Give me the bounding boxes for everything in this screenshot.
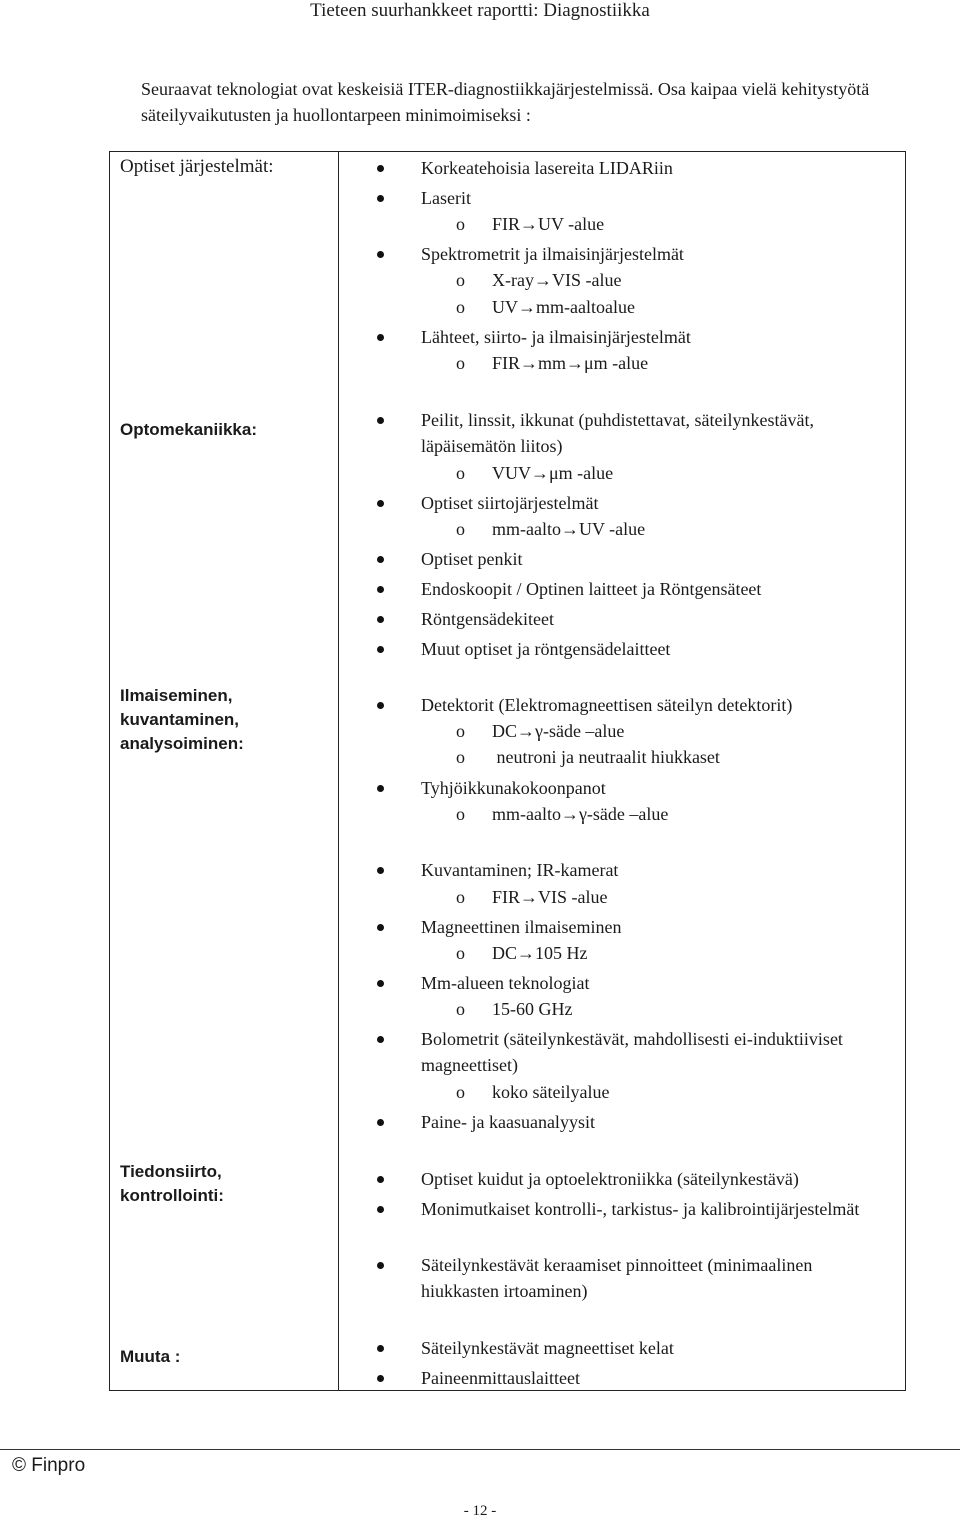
sub-list-item: o FIR→mm→μm -alue	[456, 353, 649, 373]
bullet-icon	[377, 586, 384, 593]
category-data-transfer-control: Tiedonsiirto, kontrollointi:	[120, 1162, 224, 1205]
category-detection-imaging-analysis: Ilmaiseminen, kuvantaminen, analysoiminen:	[120, 686, 244, 753]
bullet-icon	[377, 1345, 384, 1352]
list-item: Monimutkaiset kontrolli-, tarkistus- ja kalibrointijärjestelmät	[421, 1196, 891, 1222]
list-item: Kuvantaminen; IR-kamerat	[421, 857, 618, 883]
list-item: Bolometrit (säteilynkestävät, mahdollisesti ei-induktiiviset magneettiset)	[421, 1026, 891, 1078]
sub-list-item: o UV→mm-aaltoalue	[456, 297, 635, 317]
category-optomechanics: Optomekaniikka:	[120, 420, 257, 439]
sub-list-item: o VUV→μm -alue	[456, 463, 614, 483]
list-item: Detektorit (Elektromagneettisen säteilyn detektorit)	[421, 692, 792, 718]
list-item: Säteilynkestävät keraamiset pinnoitteet (minimaalinen hiukkasten irtoaminen)	[421, 1252, 891, 1304]
footer-rule	[0, 1449, 960, 1450]
sub-list-item: o X-ray→VIS -alue	[456, 270, 622, 290]
sub-list-item: o mm-aalto→γ-säde –alue	[456, 804, 669, 824]
list-item: Paineenmittauslaitteet	[421, 1365, 580, 1391]
list-item: Korkeatehoisia lasereita LIDARiin	[421, 155, 673, 181]
list-item: Endoskoopit / Optinen laitteet ja Röntgensäteet	[421, 576, 761, 602]
bullet-icon	[377, 1119, 384, 1126]
list-item: Paine- ja kaasuanalyysit	[421, 1109, 595, 1135]
list-item: Laserit	[421, 185, 471, 211]
bullet-icon	[377, 646, 384, 653]
bullet-icon	[377, 334, 384, 341]
bullet-icon	[377, 417, 384, 424]
bullet-icon	[377, 1176, 384, 1183]
sub-list-item: o FIR→UV -alue	[456, 214, 605, 234]
bullet-icon	[377, 616, 384, 623]
sub-list-item: o DC→105 Hz	[456, 943, 588, 963]
bullet-icon	[377, 195, 384, 202]
category-optical-systems: Optiset järjestelmät:	[120, 156, 274, 177]
bullet-icon	[377, 867, 384, 874]
column-divider	[338, 151, 339, 1391]
bullet-icon	[377, 1262, 384, 1269]
footer-copyright: © Finpro	[12, 1455, 86, 1476]
list-item: Muut optiset ja röntgensädelaitteet	[421, 636, 670, 662]
list-item: Säteilynkestävät magneettiset kelat	[421, 1335, 674, 1361]
bullet-icon	[377, 165, 384, 172]
sub-list-item: o neutroni ja neutraalit hiukkaset	[456, 747, 720, 767]
bullet-icon	[377, 785, 384, 792]
list-item: Magneettinen ilmaiseminen	[421, 914, 621, 940]
bullet-icon	[377, 556, 384, 563]
sub-list-item: o FIR→VIS -alue	[456, 887, 608, 907]
bullet-icon	[377, 924, 384, 931]
sub-list-item: o koko säteilyalue	[456, 1082, 610, 1102]
page-header: Tieteen suurhankkeet raportti: Diagnostiikka	[310, 0, 650, 21]
bullet-icon	[377, 251, 384, 258]
bullet-icon	[377, 1206, 384, 1213]
bullet-icon	[377, 1036, 384, 1043]
bullet-icon	[377, 980, 384, 987]
bullet-icon	[377, 500, 384, 507]
intro-paragraph: Seuraavat teknologiat ovat keskeisiä ITER-diagnostiikkajärjestelmissä. Osa kaipaa vielä kehitystyötä säteilyvaikutusten ja huollontarpeen minimoimiseksi :	[141, 79, 870, 125]
bullet-icon	[377, 702, 384, 709]
list-item: Optiset kuidut ja optoelektroniikka (säteilynkestävä)	[421, 1166, 799, 1192]
page-number: - 12 -	[463, 1503, 497, 1519]
list-item: Lähteet, siirto- ja ilmaisinjärjestelmät	[421, 324, 691, 350]
list-item: Optiset penkit	[421, 546, 523, 572]
list-item: Spektrometrit ja ilmaisinjärjestelmät	[421, 241, 684, 267]
sub-list-item: o DC→γ-säde –alue	[456, 721, 625, 741]
bullet-icon	[377, 1375, 384, 1382]
sub-list-item: o 15-60 GHz	[456, 999, 573, 1019]
category-other: Muuta :	[120, 1347, 181, 1366]
list-item: Mm-alueen teknologiat	[421, 970, 589, 996]
list-item: Röntgensädekiteet	[421, 606, 554, 632]
list-item: Peilit, linssit, ikkunat (puhdistettavat, säteilynkestävät, läpäisemätön liitos)	[421, 407, 891, 459]
list-item: Tyhjöikkunakokoonpanot	[421, 775, 606, 801]
list-item: Optiset siirtojärjestelmät	[421, 490, 598, 516]
sub-list-item: o mm-aalto→UV -alue	[456, 519, 646, 539]
